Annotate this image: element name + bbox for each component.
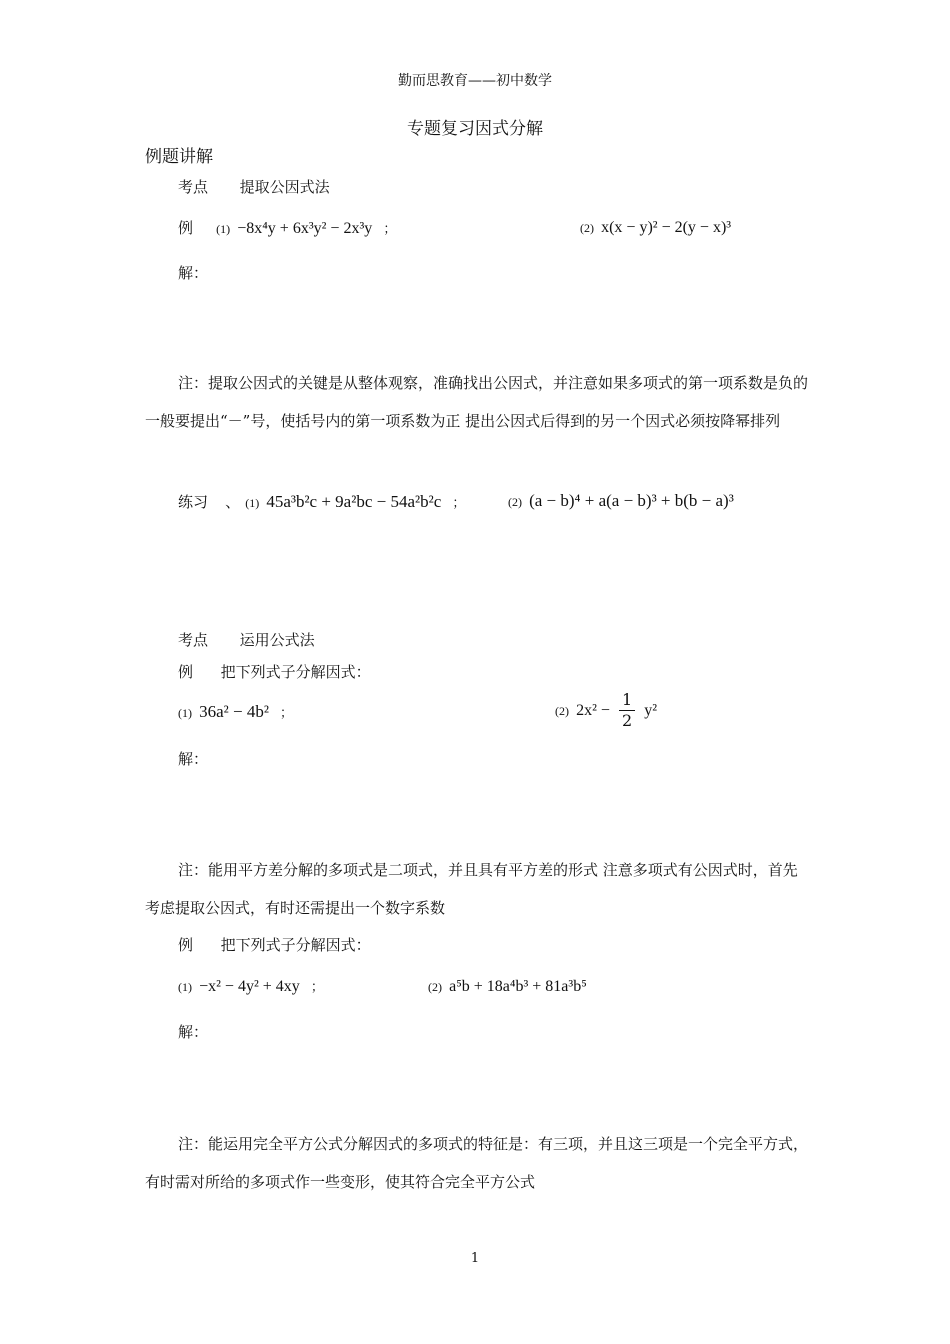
example-2-part-1-index: (1) (178, 706, 192, 720)
practice-line (178, 491, 465, 512)
example-1-part-2-expression: x(x − y)² − 2(y − x)³ (601, 219, 732, 236)
section-heading: 例题讲解 (145, 147, 213, 167)
topic-1 (178, 176, 330, 197)
example-3-part-2-expression: a⁵b + 18a⁴b³ + 81a³b⁵ (449, 978, 587, 995)
example-1-part-1-expression: −8x⁴y + 6x³y² − 2x³y (237, 220, 373, 237)
topic-1-name: 提取公因式法 (239, 178, 330, 196)
example-3-part-1-expression: −x² − 4y² + 4xy (199, 978, 300, 995)
example-1-part-1-index: (1) (216, 222, 231, 236)
example-1-part-2 (580, 217, 731, 237)
practice-part-1-expression: 45a³b²c + 9a²bc − 54a²b²c (266, 492, 442, 511)
example-1-label: 例 (178, 219, 194, 237)
example-2-part-2-tail: y² (644, 702, 658, 719)
document-title: 专题复习因式分解 (407, 119, 543, 139)
topic-2 (178, 629, 315, 650)
fraction-denominator: 2 (622, 711, 633, 730)
example-3-part-1-semicolon: ； (310, 980, 324, 995)
example-1-line (178, 217, 396, 238)
note-3: 注：能运用完全平方公式分解因式的多项式的特征是：有三项，并且这三项是一个完全平方式，有时需对所给的多项式作一些变形，使其符合完全平方公式 (145, 1135, 809, 1191)
example-3-instruction-line (178, 934, 371, 955)
practice-part-2-expression: (a − b)⁴ + a(a − b)³ + b(b − a)³ (529, 491, 734, 510)
example-2-part-2-lead: 2x² − (576, 702, 610, 719)
fraction-numerator: 1 (619, 690, 635, 711)
page-number: 1 (470, 1251, 480, 1266)
example-1-part-2-index: (2) (580, 221, 594, 235)
example-3-part-2-index: (2) (428, 980, 442, 994)
example-2-label: 例 (178, 663, 194, 681)
example-2-part-2-fraction (619, 690, 635, 731)
example-2-part-1 (178, 702, 293, 722)
note-1: 注：提取公因式的关键是从整体观察，准确找出公因式，并注意如果多项式的第一项系数是负的一般要提出“－”号，使括号内的第一项系数为正 提出公因式后得到的另一个因式必须按降幂排列 (145, 374, 809, 430)
practice-part-2 (508, 491, 734, 511)
example-3-label: 例 (178, 936, 194, 954)
example-2-part-2 (555, 690, 657, 731)
solution-1-label: 解： (178, 264, 209, 282)
topic-2-label: 考点 (178, 631, 209, 649)
example-2-instruction-line (178, 661, 371, 682)
note-2: 注：能用平方差分解的多项式是二项式，并且具有平方差的形式 注意多项式有公因式时，首先考虑提取公因式，有时还需提出一个数字系数 (145, 861, 798, 917)
example-3-part-1-index: (1) (178, 980, 192, 994)
example-3-part-2 (428, 976, 587, 996)
topic-2-name: 运用公式法 (239, 631, 315, 649)
solution-2-label: 解： (178, 750, 209, 768)
example-3-part-1 (178, 976, 324, 996)
practice-part-2-index: (2) (508, 495, 522, 509)
practice-label: 练习 (178, 493, 209, 511)
practice-separator: 、 (225, 493, 241, 511)
example-2-part-1-semicolon: ； (280, 706, 294, 721)
practice-part-1-index: (1) (245, 496, 260, 510)
example-2-instruction: 把下列式子分解因式： (220, 663, 371, 681)
example-2-part-1-expression: 36a² − 4b² (199, 702, 269, 721)
example-3-instruction: 把下列式子分解因式： (220, 936, 371, 954)
topic-1-label: 考点 (178, 178, 209, 196)
solution-3-label: 解： (178, 1023, 209, 1041)
example-2-part-2-index: (2) (555, 704, 569, 718)
page-header: 勤而思教育——初中数学 (398, 73, 552, 89)
example-1-part-1-semicolon: ； (383, 222, 397, 237)
practice-part-1-semicolon: ； (452, 496, 466, 511)
